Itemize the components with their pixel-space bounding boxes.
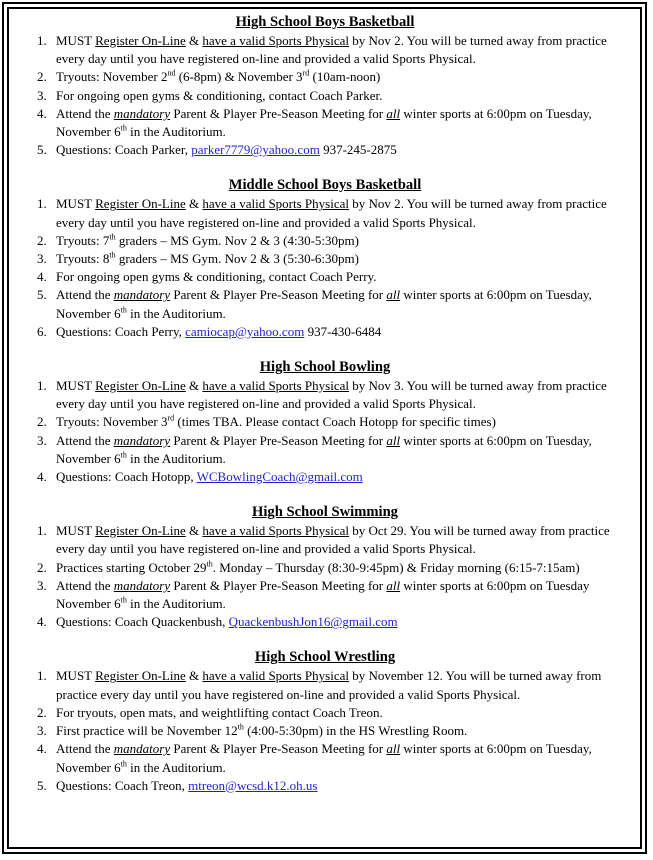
list-item xyxy=(10,105,640,141)
list-item xyxy=(10,323,640,341)
section-title: High School Wrestling xyxy=(254,649,396,666)
item-text: & xyxy=(185,196,203,212)
list-item xyxy=(10,432,640,468)
item-number: 1. xyxy=(37,196,47,212)
item-text: & xyxy=(185,523,203,539)
item-text: Tryouts: 8 xyxy=(56,251,110,267)
list-item xyxy=(10,559,640,577)
item-text: by November 12. You will be turned away from practice every day until you have registered on-line and provided a valid Sports Physical. xyxy=(56,668,602,702)
item-text: Tryouts: November 3 xyxy=(56,414,168,430)
item-text: winter sports at 6:00pm on Tuesday November 6 xyxy=(56,577,590,612)
underlined-text: Register On-Line xyxy=(95,523,186,539)
ordinal-suffix: th xyxy=(120,595,127,605)
item-text: (times TBA. Please contact Coach Hotopp for specific times) xyxy=(174,414,496,430)
item-text: in the Auditorium. xyxy=(126,305,226,321)
ordinal-suffix: th xyxy=(206,559,213,569)
ordinal-suffix: th xyxy=(237,722,244,732)
section-title: High School Boys Basketball xyxy=(235,14,415,30)
item-text: Parent & Player Pre-Season Meeting for xyxy=(170,577,387,593)
item-text: MUST xyxy=(56,523,96,539)
ordinal-suffix: nd xyxy=(167,69,176,79)
item-text: Parent & Player Pre-Season Meeting for xyxy=(170,741,387,757)
item-text: Practices starting October 29 xyxy=(56,559,207,575)
item-text: & xyxy=(185,378,203,394)
list-item xyxy=(10,468,640,486)
underlined-text: Register On-Line xyxy=(95,33,186,48)
section-middle-school-boys-basketball xyxy=(10,175,640,341)
ordinal-suffix: th xyxy=(109,232,116,242)
item-text: in the Auditorium. xyxy=(126,596,226,612)
item-text: For tryouts, open mats, and weightlifting contact Coach Treon. xyxy=(56,704,383,720)
item-number: 5. xyxy=(37,287,47,303)
item-text: Attend the xyxy=(56,432,114,448)
underlined-text: Register On-Line xyxy=(95,378,186,394)
item-text: (4:00-5:30pm) in the HS Wrestling Room. xyxy=(243,723,468,739)
item-number: 1. xyxy=(37,523,47,539)
item-text: First practice will be November 12 xyxy=(56,723,238,739)
ordinal-suffix: th xyxy=(120,305,127,315)
item-number: 3. xyxy=(37,87,47,103)
section-high-school-swimming xyxy=(10,502,640,631)
item-number: 5. xyxy=(37,777,47,793)
item-text: Questions: Coach Quackenbush, xyxy=(56,614,229,630)
ordinal-suffix: rd xyxy=(167,414,175,424)
item-text: Questions: Coach Hotopp, xyxy=(56,469,197,485)
item-number: 4. xyxy=(37,269,47,285)
list-item xyxy=(10,722,640,740)
document-body xyxy=(10,12,640,811)
item-number: 4. xyxy=(37,741,47,757)
emphasis-text: all xyxy=(386,105,401,121)
list-item xyxy=(10,577,640,613)
emphasis-text: mandatory xyxy=(113,105,171,121)
section-title: Middle School Boys Basketball xyxy=(228,177,422,194)
item-text: . Monday – Thursday (8:30-9:45pm) & Friday morning (6:15-7:15am) xyxy=(212,559,580,575)
item-text: MUST xyxy=(56,196,96,212)
item-text: MUST xyxy=(56,378,96,394)
underlined-text: have a valid Sports Physical xyxy=(202,33,349,48)
email-link[interactable]: WCBowlingCoach@gmail.com xyxy=(196,469,363,485)
item-number: 4. xyxy=(37,469,47,485)
item-number: 1. xyxy=(37,378,47,394)
list-item xyxy=(10,32,640,68)
item-text: For ongoing open gyms & conditioning, contact Coach Parker. xyxy=(56,87,383,103)
ordinal-suffix: th xyxy=(120,450,127,460)
item-text: Attend the xyxy=(56,287,114,303)
email-link[interactable]: QuackenbushJon16@gmail.com xyxy=(228,614,398,630)
item-text: by Oct 29. You will be turned away from practice every day until you have registered on-line and provided a valid Sports Physical. xyxy=(56,523,610,557)
item-text: For ongoing open gyms & conditioning, contact Coach Perry. xyxy=(56,269,377,285)
item-text: by Nov 2. You will be turned away from practice every day until you have registered on-line and provided a valid Sports Physical. xyxy=(56,196,607,230)
item-text: winter sports at 6:00pm on Tuesday, November 6 xyxy=(56,432,592,466)
item-number: 3. xyxy=(37,251,47,267)
item-text: by Nov 3. You will be turned away from practice every day until you have registered on-line and provided a valid Sports Physical. xyxy=(56,378,607,412)
list-item xyxy=(10,613,640,631)
item-text: Parent & Player Pre-Season Meeting for xyxy=(170,105,387,121)
requirements-list xyxy=(10,667,640,794)
item-text: winter sports at 6:00pm on Tuesday, November 6 xyxy=(56,287,592,321)
email-link[interactable]: camiocap@yahoo.com xyxy=(185,323,305,339)
item-number: 3. xyxy=(37,577,47,593)
item-number: 2. xyxy=(37,232,47,248)
emphasis-text: mandatory xyxy=(113,432,171,448)
item-text: Questions: Coach Treon, xyxy=(56,777,189,793)
item-text: winter sports at 6:00pm on Tuesday, November 6 xyxy=(56,741,592,775)
item-text: MUST xyxy=(56,668,96,684)
item-text: Attend the xyxy=(56,741,114,757)
item-text: MUST xyxy=(56,33,96,48)
item-number: 2. xyxy=(37,559,47,575)
email-link[interactable]: mtreon@wcsd.k12.oh.us xyxy=(188,777,318,793)
list-item xyxy=(10,195,640,231)
list-item xyxy=(10,268,640,286)
requirements-list xyxy=(10,32,640,159)
item-text: 937-245-2875 xyxy=(319,142,397,158)
item-text: (10am-noon) xyxy=(309,69,381,85)
item-number: 4. xyxy=(37,614,47,630)
email-link[interactable]: parker7779@yahoo.com xyxy=(191,142,320,158)
ordinal-suffix: th xyxy=(120,759,127,769)
item-number: 4. xyxy=(37,105,47,121)
item-text: 937-430-6484 xyxy=(304,323,382,339)
underlined-text: have a valid Sports Physical xyxy=(202,523,349,539)
emphasis-text: mandatory xyxy=(113,741,171,757)
requirements-list xyxy=(10,195,640,341)
ordinal-suffix: rd xyxy=(302,69,310,79)
section-title: High School Bowling xyxy=(259,359,391,376)
list-item xyxy=(10,141,640,159)
item-number: 6. xyxy=(37,323,47,339)
item-text: in the Auditorium. xyxy=(126,124,226,140)
item-number: 3. xyxy=(37,723,47,739)
item-text: Parent & Player Pre-Season Meeting for xyxy=(170,287,387,303)
item-text: Questions: Coach Parker, xyxy=(56,142,192,158)
item-number: 1. xyxy=(37,33,47,48)
item-text: by Nov 2. You will be turned away from practice every day until you have registered on-line and provided a valid Sports Physical. xyxy=(56,33,607,67)
list-item xyxy=(10,413,640,431)
item-text: Attend the xyxy=(56,105,114,121)
requirements-list xyxy=(10,377,640,486)
item-text: graders – MS Gym. Nov 2 & 3 (5:30-6:30pm) xyxy=(115,251,359,267)
emphasis-text: all xyxy=(386,287,401,303)
underlined-text: Register On-Line xyxy=(95,668,186,684)
ordinal-suffix: th xyxy=(120,123,127,133)
item-number: 2. xyxy=(37,414,47,430)
emphasis-text: all xyxy=(386,577,401,593)
requirements-list xyxy=(10,522,640,631)
item-text: Attend the xyxy=(56,577,114,593)
underlined-text: have a valid Sports Physical xyxy=(202,378,349,394)
item-number: 2. xyxy=(37,69,47,85)
item-text: Parent & Player Pre-Season Meeting for xyxy=(170,432,387,448)
list-item xyxy=(10,667,640,703)
item-text: graders – MS Gym. Nov 2 & 3 (4:30-5:30pm) xyxy=(115,232,359,248)
item-text: in the Auditorium. xyxy=(126,450,226,466)
item-text: Tryouts: 7 xyxy=(56,232,110,248)
list-item xyxy=(10,522,640,558)
section-high-school-boys-basketball xyxy=(10,12,640,159)
section-title: High School Swimming xyxy=(252,504,398,521)
list-item xyxy=(10,87,640,105)
item-number: 5. xyxy=(37,142,47,158)
list-item xyxy=(10,68,640,86)
item-text: winter sports at 6:00pm on Tuesday, November 6 xyxy=(56,105,592,140)
list-item xyxy=(10,704,640,722)
emphasis-text: mandatory xyxy=(113,287,171,303)
list-item xyxy=(10,286,640,322)
emphasis-text: all xyxy=(386,741,401,757)
section-high-school-wrestling xyxy=(10,647,640,794)
item-text: in the Auditorium. xyxy=(126,759,226,775)
item-number: 3. xyxy=(37,432,47,448)
item-text: & xyxy=(185,33,203,48)
item-text: (6-8pm) & November 3 xyxy=(175,69,303,85)
list-item xyxy=(10,250,640,268)
item-number: 1. xyxy=(37,668,47,684)
list-item xyxy=(10,377,640,413)
emphasis-text: mandatory xyxy=(113,577,171,593)
item-text: & xyxy=(185,668,203,684)
underlined-text: have a valid Sports Physical xyxy=(202,196,349,212)
list-item xyxy=(10,740,640,776)
list-item xyxy=(10,777,640,795)
emphasis-text: all xyxy=(386,432,401,448)
ordinal-suffix: th xyxy=(109,250,116,260)
item-text: Tryouts: November 2 xyxy=(56,69,168,85)
section-high-school-bowling xyxy=(10,357,640,486)
underlined-text: have a valid Sports Physical xyxy=(202,668,349,684)
list-item xyxy=(10,232,640,250)
underlined-text: Register On-Line xyxy=(95,196,186,212)
item-number: 2. xyxy=(37,704,47,720)
item-text: Questions: Coach Perry, xyxy=(56,323,186,339)
